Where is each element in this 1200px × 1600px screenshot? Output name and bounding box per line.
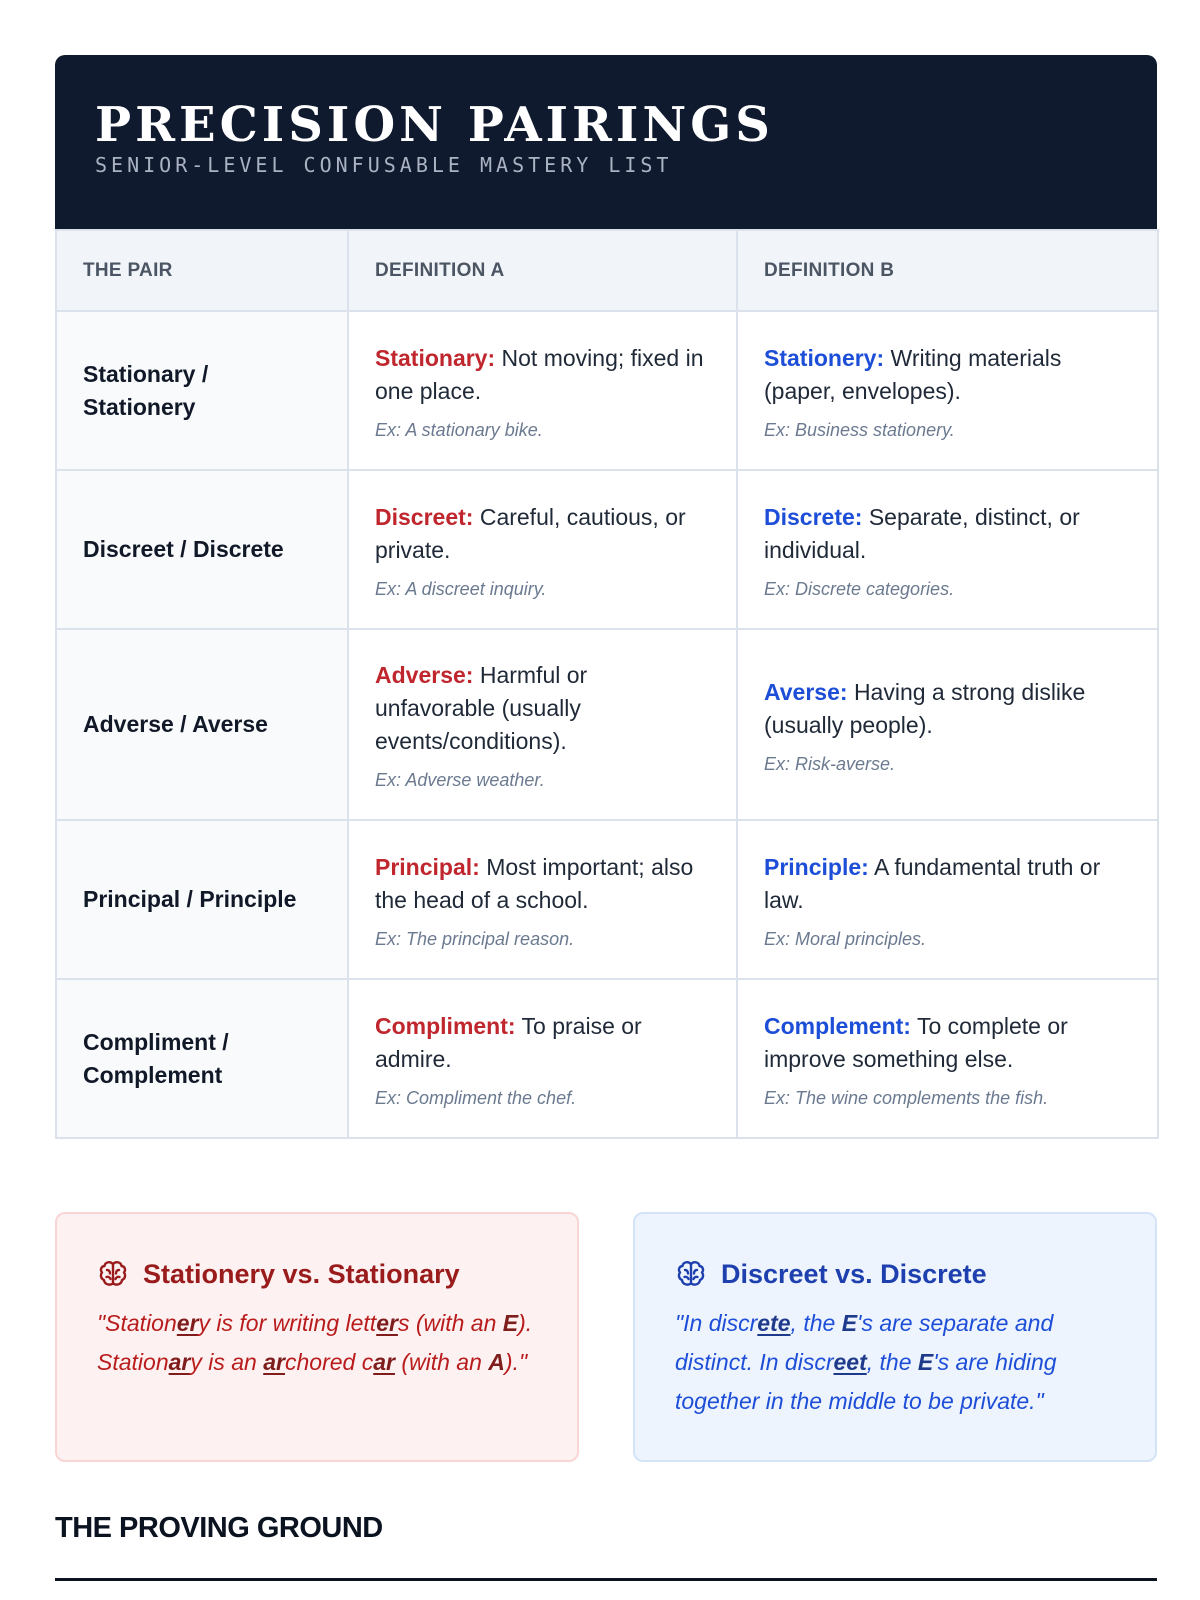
definition-b (764, 501, 1131, 567)
pair-cell (56, 470, 348, 629)
pair-label: Adverse / Averse (83, 711, 268, 737)
mnemonic-highlight: er (376, 1310, 398, 1336)
mnemonic-letter: E (917, 1349, 934, 1375)
definition-a-cell (348, 470, 737, 629)
section-divider (55, 1578, 1157, 1581)
pairs-table (55, 229, 1159, 1139)
definition-b (764, 851, 1131, 917)
mnemonic-highlight: ar (168, 1349, 191, 1375)
table-row (56, 311, 1158, 470)
term-b: Complement: (764, 1012, 911, 1039)
definition-b-text: Having a strong dislike (usually people). (764, 678, 1086, 738)
definition-a-cell (348, 979, 737, 1138)
brain-icon (97, 1258, 129, 1290)
page-title: PRECISION PAIRINGS (95, 97, 774, 153)
definition-a (375, 659, 710, 758)
example-a: Ex: Adverse weather. (375, 770, 545, 790)
mnemonic-header (675, 1254, 1115, 1294)
definition-a-text: Most important; also the head of a school. (375, 853, 694, 913)
pair-label: Stationary / Stationery (83, 360, 209, 420)
term-b: Discrete: (764, 503, 863, 530)
mnemonic-text-segment: )." (504, 1349, 528, 1375)
definition-b-text: A fundamental truth or law. (764, 853, 1101, 913)
example-b: Ex: Risk-averse. (764, 753, 896, 774)
term-b: Stationery: (764, 344, 885, 371)
mnemonic-text-segment: , the (790, 1310, 842, 1336)
mnemonic-highlight: er (176, 1310, 199, 1336)
definition-a-text: To praise or admire. (375, 1012, 642, 1072)
pair-cell (56, 820, 348, 979)
pair-cell (56, 629, 348, 820)
example-a: Ex: The principal reason. (375, 928, 575, 949)
mnemonic-header (97, 1254, 537, 1294)
mnemonic-text-segment: y is for writing lett (198, 1310, 377, 1336)
table-row (56, 820, 1158, 979)
example-a: Ex: A discreet inquiry. (375, 578, 547, 599)
definition-b-text: To complete or improve something else. (764, 1012, 1068, 1072)
definition-a-text: Not moving; fixed in one place. (375, 344, 704, 404)
mnemonic-card-discreet (633, 1212, 1157, 1462)
column-header-definition-b: DEFINITION B (737, 230, 1158, 311)
mnemonic-card-stationery (55, 1212, 579, 1462)
definition-b-cell (737, 629, 1158, 820)
mnemonic-letter: E (502, 1310, 519, 1336)
example-a: Ex: Compliment the chef. (375, 1087, 577, 1108)
pair-label: Principal / Principle (83, 886, 297, 912)
mnemonic-highlight: eet (833, 1349, 867, 1375)
mnemonic-text (675, 1304, 1115, 1421)
definition-a (375, 1010, 710, 1076)
mnemonic-title: Stationery vs. Stationary (143, 1258, 460, 1289)
mnemonic-highlight: ar (263, 1349, 285, 1375)
definition-b-text: Separate, distinct, or individual. (764, 503, 1080, 563)
mnemonic-tips (55, 1212, 1157, 1462)
pair-cell (56, 979, 348, 1138)
page-subtitle: SENIOR-LEVEL CONFUSABLE MASTERY LIST (95, 153, 673, 177)
mnemonic-highlight: ete (757, 1310, 791, 1336)
example-b: Ex: The wine complements the fish. (764, 1087, 1049, 1108)
term-b: Averse: (764, 678, 848, 705)
mnemonic-text-segment: 's are hiding together in the middle to be private." (675, 1349, 1057, 1414)
definition-b (764, 676, 1131, 742)
mnemonic-letter: E (841, 1310, 858, 1336)
example-b: Ex: Business stationery. (764, 419, 955, 440)
mnemonic-letter: A (488, 1349, 505, 1375)
table-row (56, 629, 1158, 820)
term-a: Compliment: (375, 1012, 516, 1039)
term-a: Discreet: (375, 503, 474, 530)
mnemonic-text (97, 1304, 537, 1382)
definition-a-text: Careful, cautious, or private. (375, 503, 686, 563)
definition-a-cell (348, 311, 737, 470)
definition-a (375, 501, 710, 567)
mnemonic-text-segment: 's are separate and distinct. In discr (675, 1310, 1054, 1375)
mnemonic-text-segment: y is an (190, 1349, 264, 1375)
term-a: Adverse: (375, 662, 474, 688)
definition-a (375, 851, 710, 917)
mnemonic-title: Discreet vs. Discrete (721, 1258, 987, 1289)
definition-a (375, 342, 710, 408)
mnemonic-highlight: ar (373, 1349, 395, 1375)
mastery-list-card (55, 55, 1157, 1139)
column-header-definition-a: DEFINITION A (348, 230, 737, 311)
mnemonic-text-segment: "Station (97, 1310, 177, 1336)
pair-cell (56, 311, 348, 470)
section-title: THE PROVING GROUND (55, 1512, 383, 1544)
pair-label: Compliment / Complement (83, 1028, 229, 1088)
definition-a-cell (348, 820, 737, 979)
mnemonic-text-segment: ). Station (97, 1310, 533, 1375)
definition-b-cell (737, 979, 1158, 1138)
mnemonic-text-segment: s (with an (397, 1310, 503, 1336)
mnemonic-text-segment: , the (866, 1349, 918, 1375)
column-header-pair: THE PAIR (56, 230, 348, 311)
term-a: Principal: (375, 853, 480, 880)
definition-b-cell (737, 820, 1158, 979)
definition-b-cell (737, 470, 1158, 629)
table-header-row (56, 230, 1158, 311)
definition-b-cell (737, 311, 1158, 470)
term-a: Stationary: (375, 344, 496, 371)
mnemonic-text-segment: (with an (394, 1349, 489, 1375)
pair-label: Discreet / Discrete (83, 536, 284, 562)
definition-b (764, 342, 1131, 408)
term-b: Principle: (764, 853, 869, 880)
brain-icon (675, 1258, 707, 1290)
mnemonic-text-segment: "In discr (675, 1310, 758, 1336)
definition-a-cell (348, 629, 737, 820)
example-b: Ex: Moral principles. (764, 928, 927, 949)
table-row (56, 979, 1158, 1138)
example-b: Ex: Discrete categories. (764, 578, 955, 599)
definition-b-text: Writing materials (paper, envelopes). (764, 344, 1062, 404)
header-banner (55, 55, 1157, 229)
definition-a-text: Harmful or unfavorable (usually events/conditions). (375, 662, 588, 754)
example-a: Ex: A stationary bike. (375, 419, 543, 440)
definition-b (764, 1010, 1131, 1076)
mnemonic-text-segment: chored c (284, 1349, 374, 1375)
table-row (56, 470, 1158, 629)
